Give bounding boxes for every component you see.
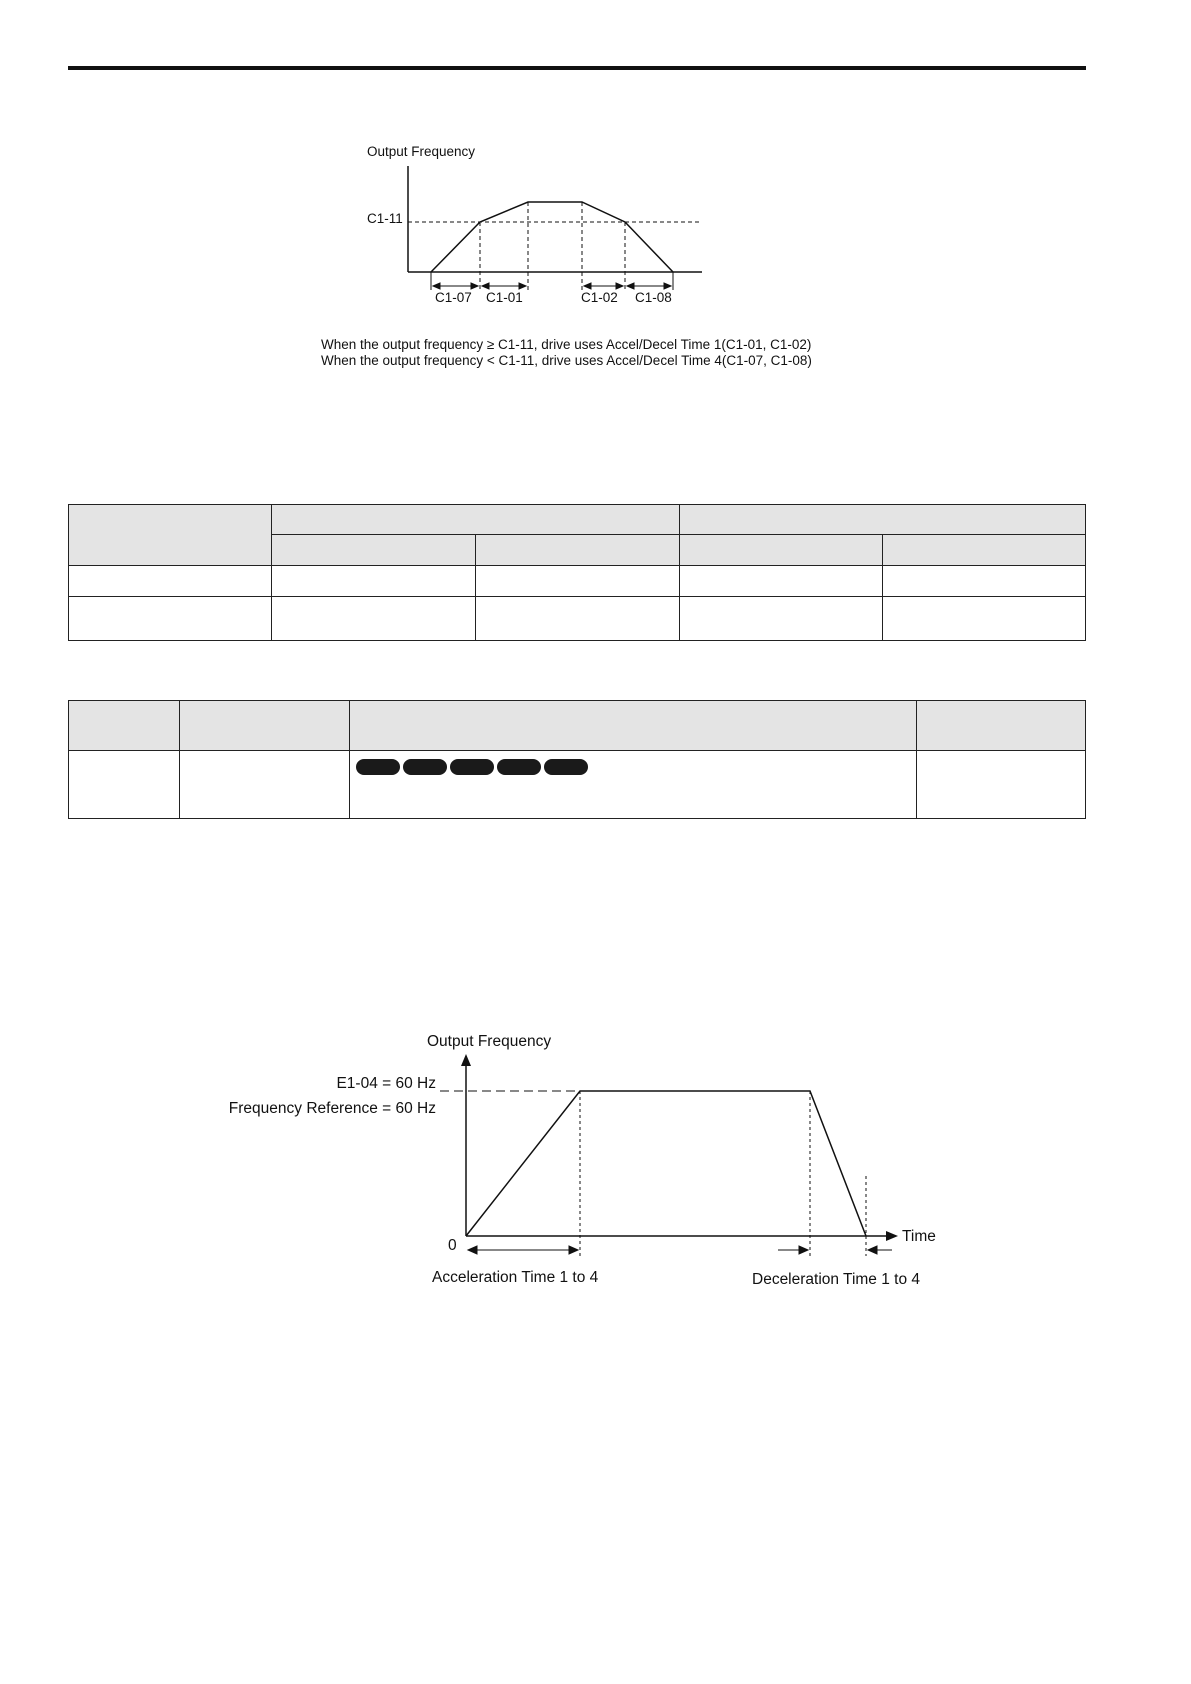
fig1-frequency-profile	[431, 202, 673, 272]
fig1-y-axis-label: Output Frequency	[367, 144, 476, 159]
fig2-frequency-profile	[466, 1091, 866, 1236]
accel-decel-time-figure	[200, 1030, 960, 1300]
table1-cell	[272, 566, 476, 597]
table-row	[69, 597, 1086, 641]
table1-cell	[69, 597, 272, 641]
fig2-max-freq-label: E1-04 = 60 Hz	[336, 1075, 436, 1092]
table2-cell	[69, 751, 180, 819]
fig2-accel-arrow	[468, 1246, 578, 1254]
table1-cell	[883, 566, 1086, 597]
top-rule	[68, 66, 1086, 70]
accel-decel-switch-figure	[360, 140, 720, 315]
control-mode-badge	[403, 759, 447, 775]
fig2-y-axis-label: Output Frequency	[427, 1033, 552, 1050]
table2-header-cell	[180, 701, 350, 751]
table2-header-cell	[917, 701, 1086, 751]
table1-cell	[69, 566, 272, 597]
fig2-decel-arrow	[778, 1246, 892, 1254]
table1-cell	[476, 566, 680, 597]
table1-cell	[476, 597, 680, 641]
table1-cell	[680, 566, 883, 597]
table2-cell	[180, 751, 350, 819]
fig2-decel-label: Deceleration Time 1 to 4	[752, 1271, 921, 1288]
table2-header-cell	[69, 701, 180, 751]
parameter-detail-table	[68, 700, 1086, 819]
table1-header-cell	[272, 505, 680, 535]
fig1-segment-label: C1-01	[486, 290, 523, 305]
table1-header-cell	[680, 535, 883, 566]
table2-cell	[917, 751, 1086, 819]
fig1-segment-label: C1-08	[635, 290, 672, 305]
fig2-origin-label: 0	[448, 1237, 457, 1254]
table1-header-cell	[272, 535, 476, 566]
table2-cell	[350, 751, 917, 819]
table1-cell	[272, 597, 476, 641]
fig2-x-axis-label: Time	[902, 1228, 936, 1245]
parameter-settings-table	[68, 504, 1086, 641]
fig2-accel-label: Acceleration Time 1 to 4	[432, 1269, 599, 1286]
table1-header-cell	[680, 505, 1086, 535]
table-row	[69, 751, 1086, 819]
table1-header-cell	[883, 535, 1086, 566]
table1-cell	[680, 597, 883, 641]
fig2-x-axis-arrow	[886, 1231, 898, 1241]
control-mode-badge	[356, 759, 400, 775]
fig2-y-axis-arrow	[461, 1054, 471, 1066]
control-mode-badge	[497, 759, 541, 775]
fig1-segment-label: C1-07	[435, 290, 472, 305]
table-row	[69, 566, 1086, 597]
control-mode-badge	[544, 759, 588, 775]
table1-cell	[883, 597, 1086, 641]
fig2-freq-ref-label: Frequency Reference = 60 Hz	[228, 1100, 436, 1117]
table1-header-cell	[476, 535, 680, 566]
table1-header-cell	[69, 505, 272, 566]
fig1-segment-label: C1-02	[581, 290, 618, 305]
fig1-caption-line-2: When the output frequency < C1-11, drive uses Accel/Decel Time 4(C1-07, C1-08)	[321, 353, 812, 368]
control-mode-badges	[350, 751, 916, 777]
fig1-caption-line-1: When the output frequency ≥ C1-11, drive uses Accel/Decel Time 1(C1-01, C1-02)	[321, 337, 812, 352]
table2-header-cell	[350, 701, 917, 751]
fig1-threshold-label: C1-11	[367, 211, 403, 226]
control-mode-badge	[450, 759, 494, 775]
